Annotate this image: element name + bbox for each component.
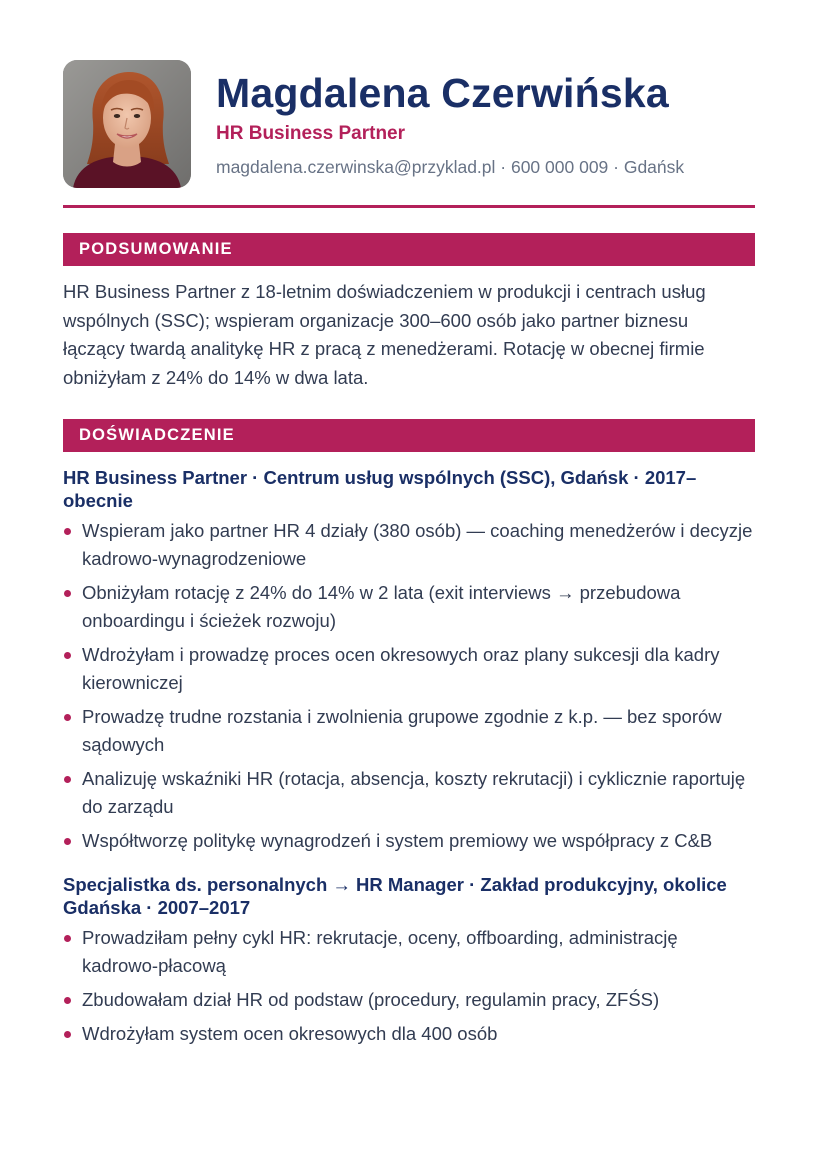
bullet-item [63,986,755,1014]
bullet-dot-icon [64,776,71,783]
bullet-text: Obniżyłam rotację z 24% do 14% w 2 lata (exit interviews → przebudowa onboardingu i ścieżek rozwoju) [82,582,681,631]
bullet-item [63,579,755,635]
bullet-dot-icon [64,590,71,597]
bullet-text: Prowadzę trudne rozstania i zwolnienia grupowe zgodnie z k.p. — bez sporów sądowych [82,706,722,755]
bullet-text: Zbudowałam dział HR od podstaw (procedury, regulamin pracy, ZFŚS) [82,989,660,1010]
bullet-item [63,517,755,573]
bullet-dot-icon [64,652,71,659]
bullet-dot-icon [64,997,71,1004]
bullet-text: Wdrożyłam i prowadzę proces ocen okresowych oraz plany sukcesji dla kadry kierowniczej [82,644,720,693]
bullet-text: Wdrożyłam system ocen okresowych dla 400 osób [82,1023,498,1044]
summary-heading: PODSUMOWANIE [63,233,755,266]
contact-line: magdalena.czerwinska@przyklad.pl · 600 000 009 · Gdańsk [216,157,685,177]
job-bullets [63,924,755,1048]
bullet-dot-icon [64,935,71,942]
bullet-item [63,765,755,821]
header-text [216,60,684,179]
bullet-item [63,924,755,980]
job-title: HR Business Partner · Centrum usług wspólnych (SSC), Gdańsk · 2017–obecnie [63,467,697,511]
bullet-text: Wspieram jako partner HR 4 działy (380 osób) — coaching menedżerów i decyzje kadrowo-wynagrodzeniowe [82,520,753,569]
job-entry [63,466,755,855]
experience-section [63,419,755,1048]
bullet-item [63,827,755,855]
job-bullets [63,517,755,855]
portrait-image [63,60,191,188]
header-divider [63,205,755,208]
bullet-text: Współtworzę politykę wynagrodzeń i system premiowy we współpracy z C&B [82,830,713,851]
person-name: Magdalena Czerwińska [216,70,669,116]
bullet-item [63,703,755,759]
profile-photo [63,60,191,188]
summary-text: HR Business Partner z 18-letnim doświadczeniem w produkcji i centrach usług wspólnych (SSC); wspieram organizacje 300–600 osób jako partner biznesu łączący twardą analitykę HR z pracą z menedżerami. Rotację w obecnej firmie obniżyłam z 24% do 14% w dwa lata. [63,281,706,388]
bullet-item [63,1020,755,1048]
bullet-item [63,641,755,697]
job-entry [63,873,755,1048]
job-title: Specjalistka ds. personalnych → HR Manager · Zakład produkcyjny, okolice Gdańska · 2007–2017 [63,874,727,918]
bullet-text: Analizuję wskaźniki HR (rotacja, absencja, koszty rekrutacji) i cyklicznie raportuję do zarządu [82,768,746,817]
resume-header [63,60,755,188]
bullet-dot-icon [64,838,71,845]
bullet-dot-icon [64,1031,71,1038]
resume-page [63,60,755,1054]
bullet-dot-icon [64,528,71,535]
bullet-text: Prowadziłam pełny cykl HR: rekrutacje, oceny, offboarding, administrację kadrowo-płacową [82,927,678,976]
summary-section [63,233,755,392]
bullet-dot-icon [64,714,71,721]
experience-heading: DOŚWIADCZENIE [63,419,755,452]
job-role: HR Business Partner [216,123,406,144]
